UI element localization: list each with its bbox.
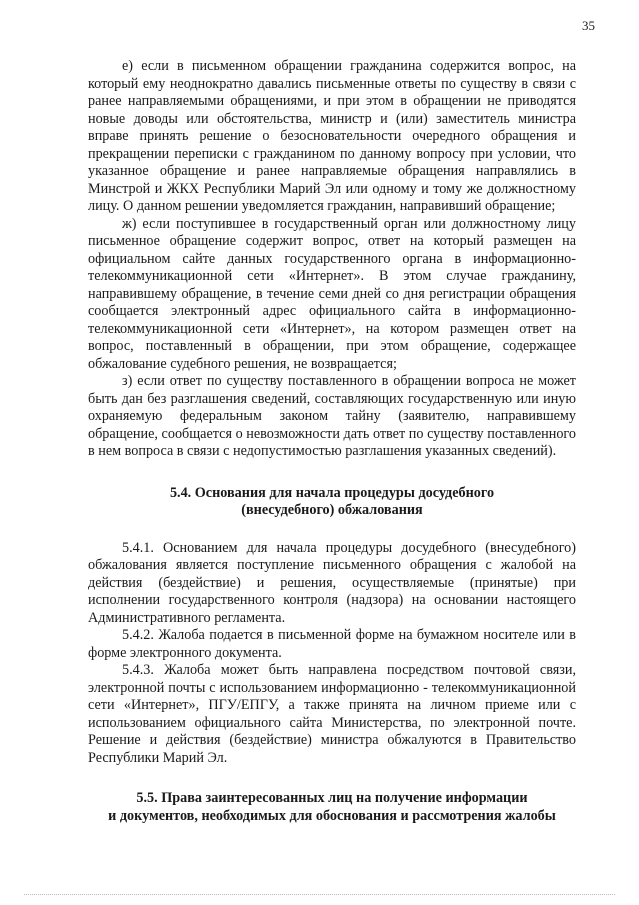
document-body <box>88 58 576 825</box>
section-heading-5-4 <box>88 485 576 520</box>
page-number: 35 <box>582 18 595 33</box>
section-heading-5-5 <box>88 790 576 825</box>
paragraph-z: з) если ответ по существу поставленного в обращении вопроса не может быть дан без разглашения сведений, составляющих государственную или иную охраняемую федеральным законом тайну (заявителю, направившему обращение, сообщается о невозможности дать ответ по существу поставленного в нем вопроса в связи с недопустимостью разглашения указанных сведений). <box>88 373 576 459</box>
paragraph-e: е) если в письменном обращении гражданина содержится вопрос, на который ему неоднократно давались письменные ответы по существу в связи с ранее направляемыми обращениями, и при этом в обращении не приводятся новые доводы или обстоятельства, министр и (или) заместитель министра вправе принять решение о безосновательности очередного обращения и прекращении переписки с гражданином по данному вопросу при условии, что указанное обращение и ранее направляемые обращения направлялись в Минстрой и ЖКХ Республики Марий Эл или одному и тому же должностному лицу. О данном решении уведомляется гражданин, направивший обращение; <box>88 58 576 214</box>
paragraph-zh: ж) если поступившее в государственный орган или должностному лицу письменное обращение содержит вопрос, ответ на который размещен на официальном сайте данных государственного органа в информационно-телекоммуникационной сети «Интернет». В этом случае гражданину, направившему обращение, в течение семи дней со дня регистрации обращения сообщается электронный адрес официального сайта в информационно-телекоммуникационной сети «Интернет», на котором размещен ответ на вопрос, поставленный в обращении, при этом обращение, содержащее обжалование судебного решения, не возвращается; <box>88 215 576 372</box>
section-heading-5-4-line1: 5.4. Основания для начала процедуры досудебного <box>169 484 495 501</box>
section-heading-5-5-line2: и документов, необходимых для обоснования и рассмотрения жалобы <box>108 807 556 824</box>
paragraph-5-4-2: 5.4.2. Жалоба подается в письменной форме на бумажном носителе или в форме электронного документа. <box>88 627 576 661</box>
section-heading-5-5-line1: 5.5. Права заинтересованных лиц на получение информации <box>136 790 528 806</box>
scan-edge-divider <box>24 894 615 895</box>
section-heading-5-4-line2: (внесудебного) обжалования <box>241 502 423 518</box>
paragraph-5-4-1: 5.4.1. Основанием для начала процедуры досудебного (внесудебного) обжалования является поступление письменного обращения с жалобой на действия (бездействие) и решения, осуществляемые (принятые) при исполнении государственного контроля (надзора) на основании настоящего Административного регламента. <box>88 539 576 626</box>
paragraph-5-4-3: 5.4.3. Жалоба может быть направлена посредством почтовой связи, электронной почты с использованием информационно - телекоммуникационной сети «Интернет», ПГУ/ЕПГУ, а также принята на личном приеме или с использованием официального сайта Министерства, по электронной почте. Решение и действия (бездействие) министра обжалуются в Правительство Республики Марий Эл. <box>88 662 576 766</box>
